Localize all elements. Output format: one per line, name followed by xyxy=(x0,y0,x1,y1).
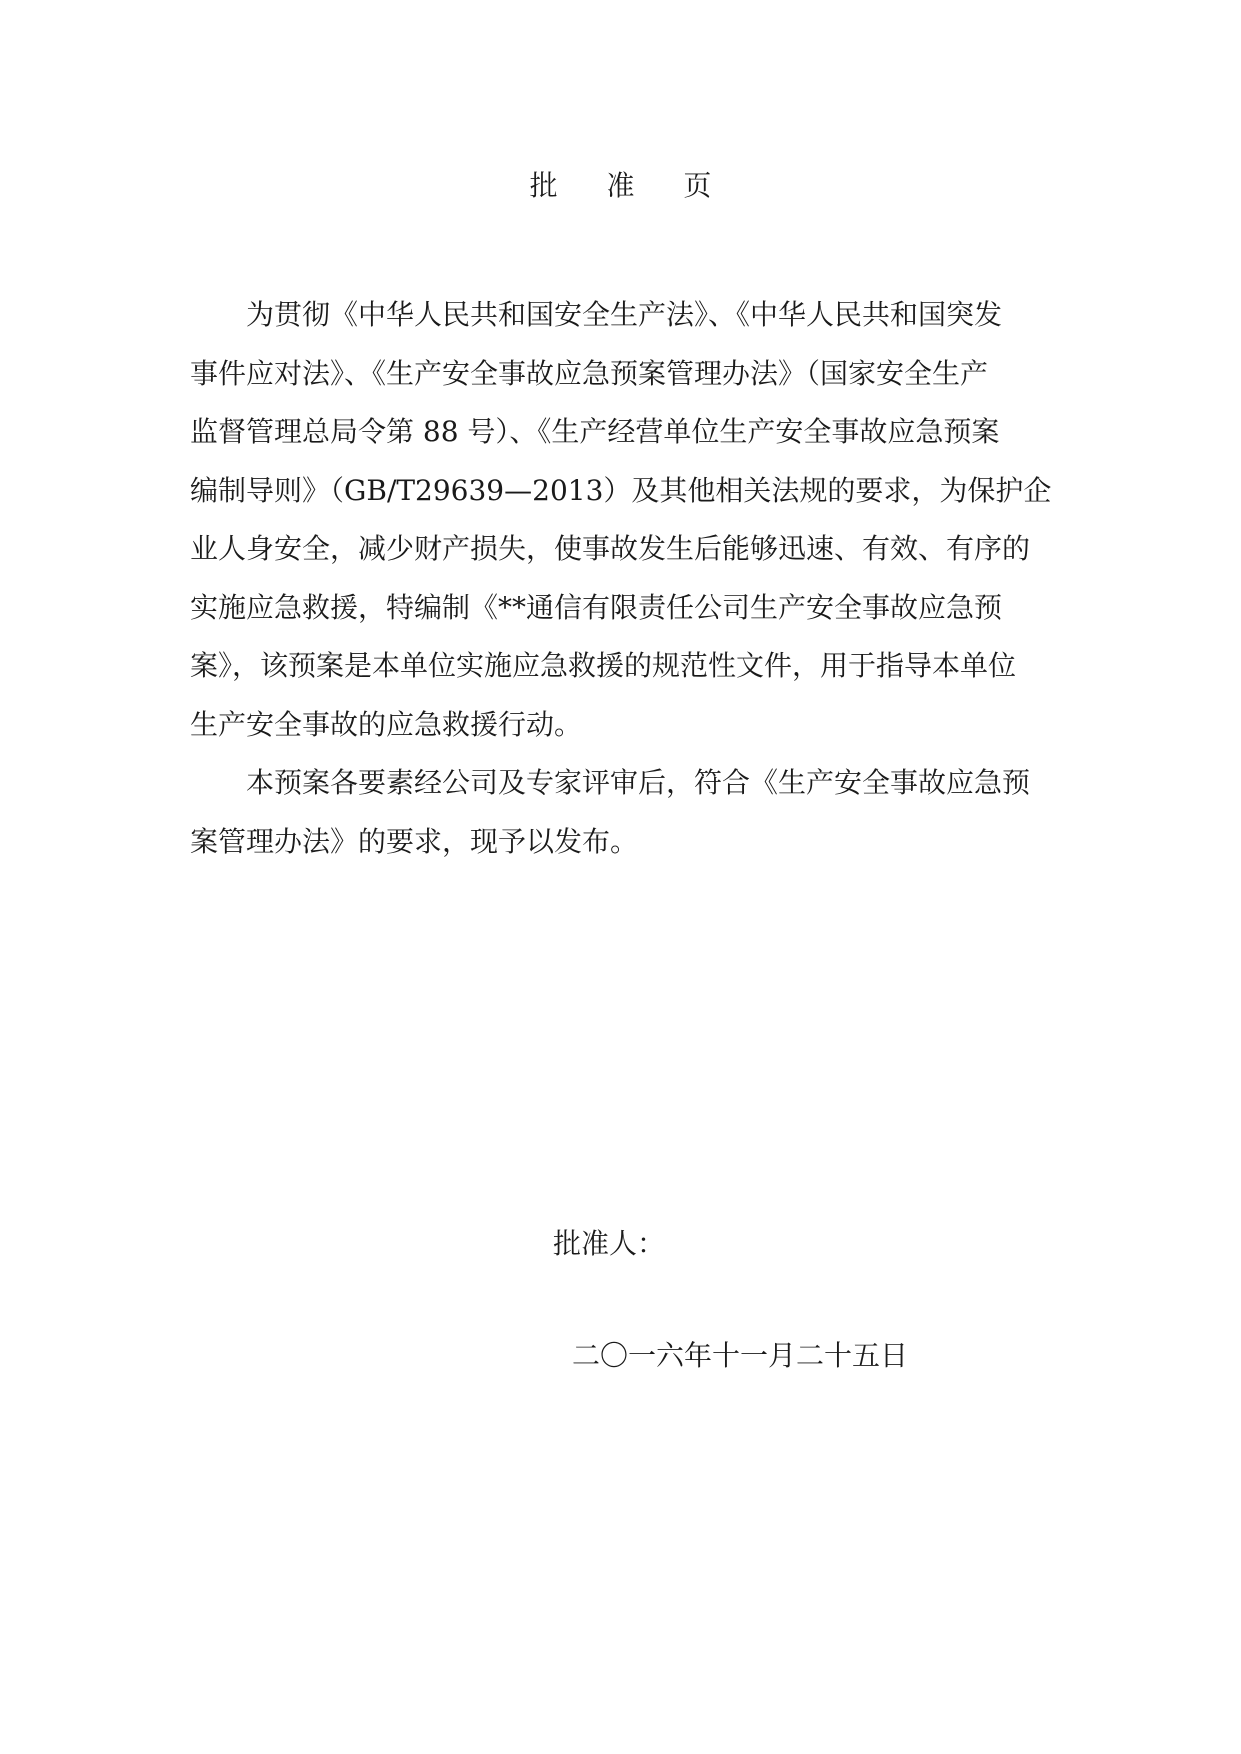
paragraph-line: 为贯彻《中华人民共和国安全生产法》、《中华人民共和国突发 xyxy=(246,298,1003,331)
body-text xyxy=(190,286,1060,871)
paragraph-line: 业人身安全，减少财产损失，使事故发生后能够迅速、有效、有序的 xyxy=(190,532,1031,565)
page-title: 批 准 页 xyxy=(529,169,732,202)
paragraph-line: 案管理办法》的要求，现予以发布。 xyxy=(190,824,639,858)
paragraph-line: 编制导则》（GB/T29639—2013）及其他相关法规的要求，为保护企 xyxy=(190,473,1052,507)
approval-date: 二〇一六年十一月二十五日 xyxy=(572,1339,909,1372)
paragraph-line: 事件应对法》、《生产安全事故应急预案管理办法》（国家安全生产 xyxy=(190,356,989,390)
paragraph-release xyxy=(190,754,1060,871)
paragraph-line: 本预案各要素经公司及专家评审后，符合《生产安全事故应急预 xyxy=(246,766,1031,799)
paragraph-purpose xyxy=(190,286,1060,754)
paragraph-line: 案》，该预案是本单位实施应急救援的规范性文件，用于指导本单位 xyxy=(190,649,1017,682)
paragraph-line: 生产安全事故的应急救援行动。 xyxy=(190,707,583,741)
paragraph-line: 监督管理总局令第 88 号）、《生产经营单位生产安全事故应急预案 xyxy=(190,415,1000,448)
paragraph-line: 实施应急救援，特编制《**通信有限责任公司生产安全事故应急预 xyxy=(190,590,1003,624)
approver-label: 批准人： xyxy=(553,1227,666,1260)
